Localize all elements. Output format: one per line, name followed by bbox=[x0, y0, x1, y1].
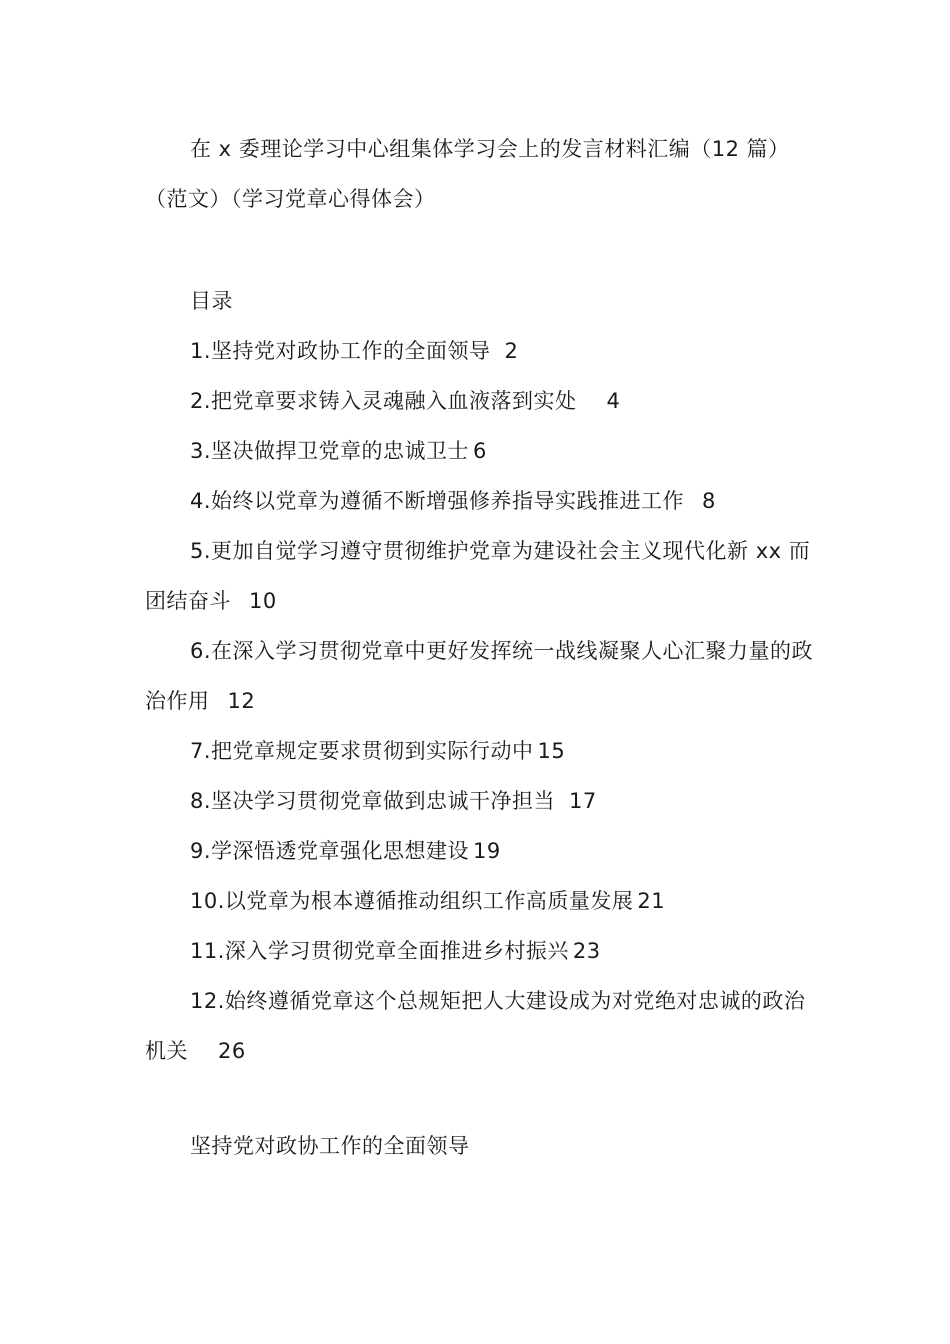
toc-item-page: 6 bbox=[473, 439, 487, 463]
toc-item[interactable] bbox=[145, 826, 815, 876]
toc-item[interactable] bbox=[145, 376, 815, 426]
toc-item-label: 12.始终遵循党章这个总规矩把人大建设成为对党绝对忠诚的政治机关 bbox=[145, 989, 806, 1063]
toc-item-label: 9.学深悟透党章强化思想建设 bbox=[190, 839, 470, 863]
toc-item[interactable] bbox=[145, 876, 815, 926]
toc-item[interactable] bbox=[145, 626, 815, 726]
toc-item-page: 2 bbox=[504, 339, 519, 363]
toc-item-page: 10 bbox=[249, 589, 277, 613]
section-heading: 坚持党对政协工作的全面领导 bbox=[190, 1134, 470, 1158]
toc-item-label: 8.坚决学习贯彻党章做到忠诚干净担当 bbox=[190, 789, 556, 813]
toc-item-page: 15 bbox=[537, 739, 566, 763]
toc-item-page: 19 bbox=[473, 839, 501, 863]
toc-item-label: 5.更加自觉学习遵守贯彻维护党章为建设社会主义现代化新 xx 而团结奋斗 bbox=[145, 539, 811, 613]
toc-item-page: 8 bbox=[702, 489, 716, 513]
toc-item-page: 4 bbox=[606, 389, 621, 413]
toc-item-label: 11.深入学习贯彻党章全面推进乡村振兴 bbox=[190, 939, 569, 963]
document-title: 在 x 委理论学习中心组集体学习会上的发言材料汇编（12 篇）（范文）（学习党章心得体会） bbox=[145, 137, 790, 211]
toc-item[interactable] bbox=[145, 326, 815, 376]
toc-item[interactable] bbox=[145, 726, 815, 776]
toc-item-page: 12 bbox=[227, 689, 256, 713]
toc-item-page: 23 bbox=[572, 939, 601, 963]
toc-item[interactable] bbox=[145, 476, 815, 526]
toc-item-label: 2.把党章要求铸入灵魂融入血液落到实处 bbox=[190, 389, 577, 413]
toc-item-page: 21 bbox=[637, 889, 666, 913]
toc-item-label: 10.以党章为根本遵循推动组织工作高质量发展 bbox=[190, 889, 634, 913]
toc-item[interactable] bbox=[145, 776, 815, 826]
toc-item-page: 17 bbox=[569, 789, 597, 813]
toc-item[interactable] bbox=[145, 526, 815, 626]
toc-item[interactable] bbox=[145, 926, 815, 976]
toc-item-label: 7.把党章规定要求贯彻到实际行动中 bbox=[190, 739, 534, 763]
toc-item-page: 26 bbox=[218, 1039, 246, 1063]
toc-item-label: 4.始终以党章为遵循不断增强修养指导实践推进工作 bbox=[190, 489, 685, 513]
toc-heading: 目录 bbox=[190, 289, 233, 313]
toc-item[interactable] bbox=[145, 426, 815, 476]
toc-item[interactable] bbox=[145, 976, 815, 1076]
toc-item-label: 6.在深入学习贯彻党章中更好发挥统一战线凝聚人心汇聚力量的政治作用 bbox=[145, 639, 814, 713]
toc-item-label: 3.坚决做捍卫党章的忠诚卫士 bbox=[190, 439, 470, 463]
toc-item-label: 1.坚持党对政协工作的全面领导 bbox=[190, 339, 491, 363]
